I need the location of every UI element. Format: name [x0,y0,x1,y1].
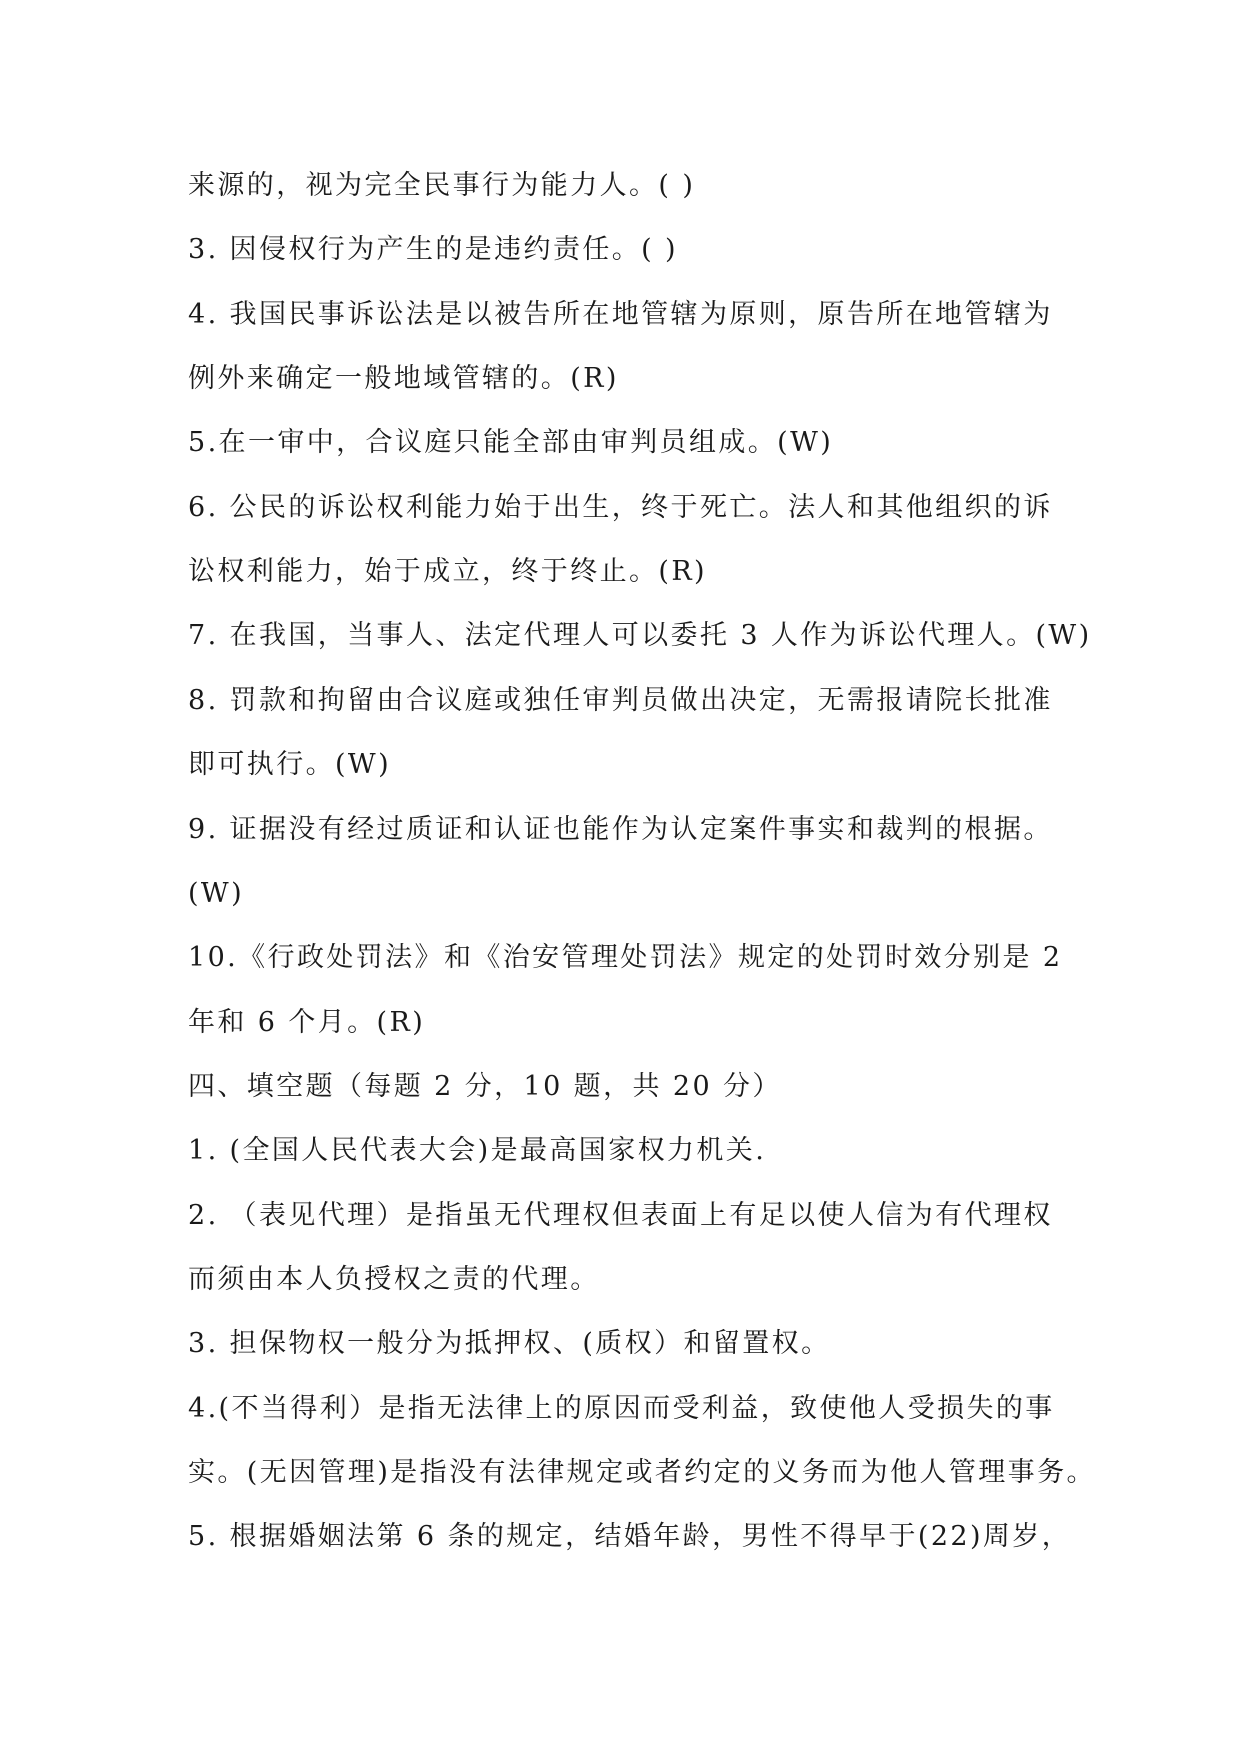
text-line: 6. 公民的诉讼权利能力始于出生，终于死亡。法人和其他组织的诉 [188,492,1053,523]
text-line: 2. （表见代理）是指虽无代理权但表面上有足以使人信为有代理权 [188,1200,1053,1231]
text-line: 而须由本人负授权之责的代理。 [188,1264,600,1295]
text-line: (W) [188,878,245,909]
text-line: 来源的，视为完全民事行为能力人。( ) [188,170,696,201]
text-line: 10.《行政处罚法》和《治安管理处罚法》规定的处罚时效分别是 2 [188,942,1063,973]
text-line: 3. 因侵权行为产生的是违约责任。( ) [188,234,678,265]
text-line: 8. 罚款和拘留由合议庭或独任审判员做出决定，无需报请院长批准 [188,685,1053,716]
text-line: 4.(不当得利）是指无法律上的原因而受利益，致使他人受损失的事 [188,1393,1055,1424]
text-line: 讼权利能力，始于成立，终于终止。(R) [188,556,707,587]
text-line: 年和 6 个月。(R) [188,1007,426,1038]
text-line: 3. 担保物权一般分为抵押权、(质权）和留置权。 [188,1328,831,1359]
text-line: 9. 证据没有经过质证和认证也能作为认定案件事实和裁判的根据。 [188,814,1053,845]
text-line: 1. (全国人民代表大会)是最高国家权力机关. [188,1135,767,1166]
text-line: 5. 根据婚姻法第 6 条的规定，结婚年龄，男性不得早于(22)周岁， [188,1521,1072,1552]
text-line: 例外来确定一般地域管辖的。(R) [188,363,619,394]
text-line: 即可执行。(W) [188,749,392,780]
section-heading: 四、填空题（每题 2 分，10 题，共 20 分） [188,1071,782,1102]
text-line: 4. 我国民事诉讼法是以被告所在地管辖为原则，原告所在地管辖为 [188,299,1053,330]
text-line: 7. 在我国，当事人、法定代理人可以委托 3 人作为诉讼代理人。(W) [188,620,1092,651]
text-line: 实。(无因管理)是指没有法律规定或者约定的义务而为他人管理事务。 [188,1457,1096,1488]
text-line: 5.在一审中，合议庭只能全部由审判员组成。(W) [188,427,834,458]
